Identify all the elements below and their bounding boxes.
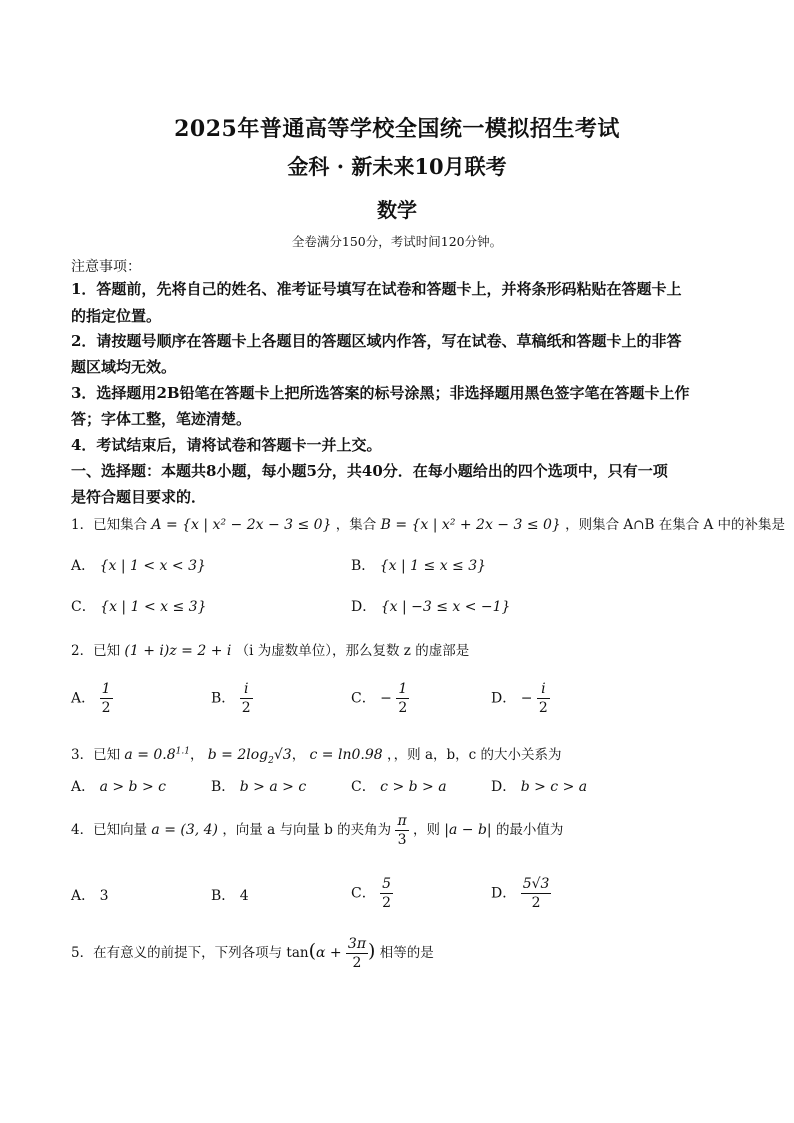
option-fraction — [396, 680, 409, 717]
frac-den: 2 — [538, 700, 548, 716]
q4-suffix: 的最小值为 — [495, 822, 564, 838]
q3-option-a — [71, 776, 166, 796]
q2-suffix: （i 为虚数单位），那么复数 z 的虚部是 — [235, 643, 470, 659]
question-1 — [71, 513, 785, 533]
q3-b-subscript: 2 — [268, 755, 274, 766]
notice-line: 答；字体工整，笔迹清楚。 — [71, 410, 252, 428]
q3-b-base: b = 2log — [207, 747, 269, 763]
q3-a-base: a = 0.8 — [124, 747, 176, 763]
section-heading: 一、选择题：本题共8小题，每小题5分，共40分．在每小题给出的四个选项中，只有一项 — [71, 462, 668, 480]
frac-num: 3π — [347, 936, 367, 952]
frac-den: 2 — [241, 700, 251, 716]
option-label: D． — [351, 599, 377, 615]
q3-c: c = ln0.98 — [309, 747, 383, 763]
option-fraction — [240, 680, 253, 717]
option-fraction — [521, 875, 552, 912]
q4-option-d — [491, 875, 551, 912]
option-label: D． — [491, 690, 517, 707]
option-sign: − — [380, 690, 392, 707]
option-text: {x | 1 < x ≤ 3} — [100, 599, 207, 615]
option-text: c > b > a — [380, 779, 447, 795]
q4-abs: |a − b| — [444, 822, 492, 838]
q3-b — [207, 747, 292, 766]
frac-den: 2 — [398, 700, 408, 716]
q1-option-a — [71, 555, 206, 575]
frac-den: 3 — [395, 830, 408, 849]
notice-heading: 注意事项： — [71, 259, 141, 275]
option-label: A． — [71, 888, 96, 904]
option-label: B． — [211, 888, 236, 904]
option-text: {x | 1 ≤ x ≤ 3} — [379, 558, 487, 574]
option-fraction — [100, 680, 113, 717]
q3-a — [124, 747, 190, 763]
q2-expr: (1 + i)z = 2 + i — [124, 643, 232, 659]
question-4 — [71, 812, 563, 849]
option-text: 3 — [99, 888, 109, 904]
q4-suffix-pre: ，则 — [412, 822, 440, 838]
frac-num: 5√3 — [522, 876, 550, 892]
option-text: b > c > a — [520, 779, 588, 795]
q2-prefix: 2．已知 — [71, 643, 121, 659]
notice-line: 题区域均无效。 — [71, 358, 177, 376]
frac-num: i — [243, 681, 249, 697]
frac-den: 2 — [521, 893, 552, 912]
q1-option-c — [71, 596, 206, 616]
q3-suffix: ，，则 a，b，c 的大小关系为 — [386, 747, 562, 763]
option-label: A． — [71, 558, 96, 574]
q4-prefix: 4．已知向量 — [71, 822, 148, 838]
q3-option-d — [491, 776, 587, 796]
notice-line: 3．选择题用2B铅笔在答题卡上把所选答案的标号涂黑；非选择题用黑色签字笔在答题卡上作 — [71, 384, 690, 402]
q3-b-argument: √3 — [273, 747, 292, 763]
q3-prefix: 3．已知 — [71, 747, 121, 763]
q4-option-b — [211, 885, 249, 905]
question-2 — [71, 639, 469, 659]
q5-open-paren: ( — [308, 940, 316, 962]
notice-line: 1．答题前，先将自己的姓名、准考证号填写在试卷和答题卡上，并将条形码粘贴在答题卡上 — [71, 280, 682, 298]
exam-total-note: 全卷满分150分，考试时间120分钟。 — [291, 234, 503, 249]
q3-option-b — [211, 776, 306, 796]
q2-option-c — [351, 680, 409, 717]
q4-angle-fraction — [395, 812, 408, 849]
q5-arg-fraction — [346, 935, 368, 972]
q1-mid: ，集合 — [335, 517, 377, 533]
question-5 — [71, 935, 434, 972]
q5-prefix: 5．在有意义的前提下，下列各项与 — [71, 945, 283, 961]
q1-suffix: ，则集合 A∩B 在集合 A 中的补集是 — [565, 517, 786, 533]
option-label: C． — [71, 599, 96, 615]
option-label: C． — [351, 779, 376, 795]
notice-line: 2．请按题号顺序在答题卡上各题目的答题区域内作答，写在试卷、草稿纸和答题卡上的非答 — [71, 332, 682, 350]
q2-option-b — [211, 680, 253, 717]
option-fraction — [537, 680, 550, 717]
q5-arg: α + — [315, 945, 342, 961]
option-text: a > b > c — [99, 779, 166, 795]
option-text: 4 — [239, 888, 249, 904]
q1-option-d — [351, 596, 510, 616]
exam-title: 2025年普通高等学校全国统一模拟招生考试 — [174, 116, 620, 142]
frac-den: 2 — [346, 953, 368, 972]
q2-option-d — [491, 680, 550, 717]
q1-option-b — [351, 555, 486, 575]
q1-set-b: B = {x | x² + 2x − 3 ≤ 0} — [380, 517, 561, 533]
subject-title: 数学 — [377, 198, 417, 222]
q4-mid: ，向量 a 与向量 b 的夹角为 — [222, 822, 392, 838]
frac-num: 1 — [101, 681, 111, 697]
q4-option-c — [351, 875, 393, 912]
q4-vector: a = (3, 4) — [151, 822, 219, 838]
q1-set-a: A = {x | x² − 2x − 3 ≤ 0} — [151, 517, 332, 533]
frac-num: π — [397, 813, 407, 829]
exam-subtitle: 金科 · 新未来10月联考 — [287, 154, 507, 179]
option-text: b > a > c — [239, 779, 307, 795]
option-label: D． — [491, 779, 517, 795]
question-3: 3．已知 $a = 0.8^{1.1}$， $b = 2\log_2√3$， c = ln0.98 ，，则 a，b，c 的大小关系为 — [71, 746, 562, 766]
q4-option-a — [71, 885, 109, 905]
option-label: A． — [71, 779, 96, 795]
option-label: D． — [491, 885, 517, 902]
notice-line: 4．考试结束后，请将试卷和答题卡一并上交。 — [71, 436, 382, 454]
frac-den: 2 — [101, 700, 111, 716]
notice-line: 的指定位置。 — [71, 307, 162, 325]
q5-suffix: 相等的是 — [379, 945, 434, 961]
frac-num: i — [541, 681, 546, 697]
frac-num: 5 — [382, 876, 392, 892]
q3-option-c — [351, 776, 447, 796]
q5-tan: tan — [286, 945, 309, 961]
option-label: B． — [211, 690, 236, 707]
frac-num: 1 — [398, 681, 408, 697]
option-text: {x | −3 ≤ x < −1} — [380, 599, 511, 615]
option-label: C． — [351, 690, 376, 707]
option-label: B． — [351, 558, 376, 574]
section-heading-cont: 是符合题目要求的． — [71, 488, 207, 506]
q5-close-paren: ) — [368, 940, 376, 962]
option-fraction — [380, 875, 393, 912]
option-sign: − — [520, 690, 533, 707]
option-text: {x | 1 < x < 3} — [99, 558, 206, 574]
q2-option-a — [71, 680, 113, 717]
frac-den: 2 — [382, 895, 392, 911]
option-label: A． — [71, 690, 96, 707]
option-label: B． — [211, 779, 236, 795]
q3-a-exponent: 1.1 — [175, 746, 190, 757]
option-label: C． — [351, 885, 376, 902]
q1-prefix: 1．已知集合 — [71, 517, 148, 533]
